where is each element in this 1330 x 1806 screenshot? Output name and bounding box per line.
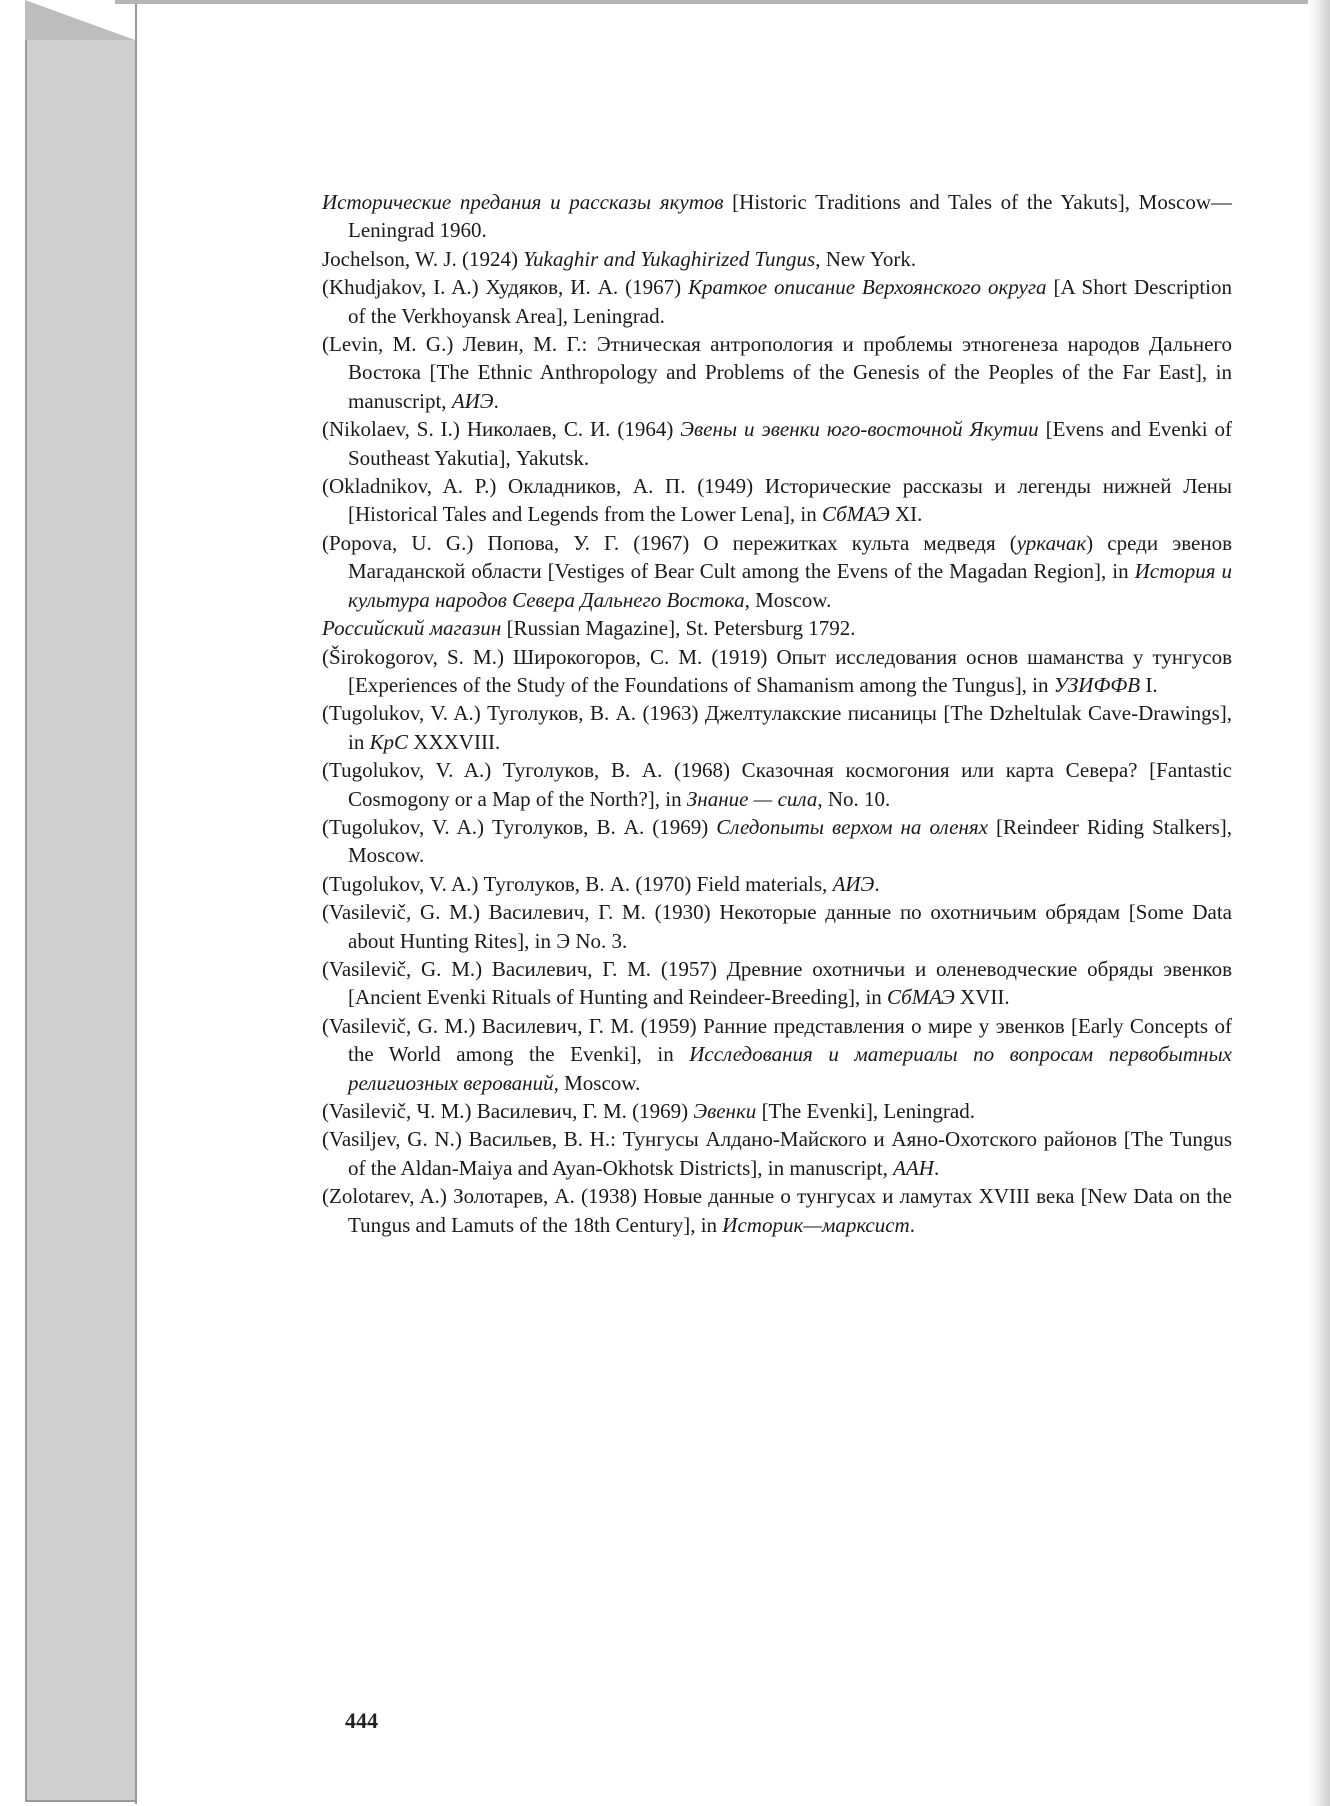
bibliography-entry [322,330,1232,415]
book-spine [25,40,137,1802]
entry-text: (Okladnikov, A. P.) Окладников, А. П. (1949) Исторические рассказы и легенды нижней Лены [Historical Tales and Legends from the Lower Lena], in [322,474,1232,527]
entry-text: [Russian Magazine], St. Petersburg 1792. [501,616,856,641]
entry-text: (Khudjakov, I. A.) Худяков, И. А. (1967) [322,275,689,300]
entry-text: ) среди эвенов Магаданской области [Vestiges of Bear Cult among the Evens of the Magadan Region], in [348,530,1233,584]
bibliography-entry [322,415,1232,472]
bibliography-entry [322,245,1232,273]
entry-title-italic: Эвенки [693,1099,757,1123]
bibliography-entry [322,898,1232,955]
entry-text: , Moscow. [744,587,832,612]
bibliography-entry [322,813,1232,870]
entry-text: Jochelson, W. J. (1924) [322,246,524,271]
entry-text: XXXVIII. [408,729,501,754]
bibliography-entry [322,955,1232,1012]
book-spine-top [25,0,135,40]
entry-title-italic: История и культура народов Севера Дальнего Востока [348,559,1232,612]
entry-text: , Moscow. [553,1070,641,1095]
bibliography-entry [322,756,1232,813]
entry-text: (Vasilevič, G. M.) Василевич, Г. М. (1959) Ранние представления о мире у эвенков [Early Concepts of the World among the Evenki], in [322,1013,1232,1067]
entry-text: (Levin, M. G.) Левин, М. Г.: Этническая антропология и проблемы этногенеза народов Дальнего Востока [The Ethnic Anthropology and Problems of the Genesis of the Peoples of the Far East], in manuscript, [322,332,1232,413]
bibliography-list [322,188,1232,1239]
entry-title-italic: Следопыты верхом на оленях [716,814,988,839]
bibliography-entry [322,1125,1232,1182]
bibliography-entry [322,529,1232,614]
entry-title-italic: СбМАЭ [887,985,955,1010]
entry-title-italic: Российский магазин [322,616,502,641]
bibliography-entry [322,273,1232,330]
book-page-edge [1308,0,1330,1806]
entry-text: . [874,871,880,896]
entry-title-italic: Эвены и эвенки юго-восточной Якутии [680,417,1039,442]
entry-text: (Tugolukov, V. A.) Туголуков, В. А. (1963) Джелтулакские писаницы [The Dzheltulak Cave-Drawings], in [322,701,1232,754]
entry-text: (Popova, U. G.) Попова, У. Г. (1967) О пережитках культа медведя ( [322,530,1017,555]
entry-title-italic: КрС [369,729,409,754]
entry-text: . [909,1212,915,1237]
entry-text: (Zolotarev, A.) Золотарев, А. (1938) Новые данные о тунгусах и ламутах XVIII века [New Data on the Tungus and Lamuts of the 18th Century], in [322,1184,1232,1237]
page-number: 444 [345,1708,378,1733]
bibliography-entry [322,1097,1232,1125]
entry-title-italic: уркачак [1016,530,1087,555]
entry-text: [Reindeer Riding Stalkers], Moscow. [348,814,1232,868]
bibliography-entry [322,699,1232,756]
entry-text: [The Evenki], Leningrad. [756,1099,975,1123]
entry-text: (Vasilevič, G. M.) Василевич, Г. М. (1957) Древние охотничьи и оленеводческие обряды эвенков [Ancient Evenki Rituals of Hunting and Reindeer-Breeding], in [322,956,1232,1010]
entry-text: (Širokogorov, S. M.) Широкогоров, С. М. (1919) Опыт исследования основ шаманства у тунгусов [Experiences of the Study of the Foundations of Shamanism among the Tungus], in [322,644,1232,697]
bibliography-entry [322,188,1232,245]
entry-text: , New York. [815,246,917,271]
bibliography-entry [322,614,1232,642]
entry-title-italic: Исторические предания и рассказы якутов [322,190,724,214]
bibliography-entry [322,1182,1232,1239]
entry-title-italic: АИЭ [451,388,494,413]
entry-text: (Tugolukov, V. A.) Туголуков, В. А. (1969) [322,814,717,839]
entry-text: (Vasiljev, G. N.) Васильев, В. Н.: Тунгусы Алдано-Майского и Аяно-Охотского районов [The Tungus of the Aldan-Maiya and Ayan-Okhotsk Districts], in manuscript, [322,1127,1232,1180]
entry-title-italic: Краткое описание Верхоянского округа [688,275,1047,300]
entry-text: [Evens and Evenki of Southeast Yakutia], Yakutsk. [348,417,1232,470]
entry-title-italic: СбМАЭ [821,502,890,527]
entry-text: (Vasilevič, Ч. M.) Василевич, Г. М. (1969) [322,1099,694,1123]
entry-text: . [933,1155,940,1180]
entry-title-italic: УЗИФФВ [1053,672,1141,697]
bibliography-entry [322,1012,1232,1097]
bibliography-entry [322,870,1232,898]
entry-text: XI. [889,502,923,527]
entry-title-italic: ААН [893,1155,934,1180]
entry-title-italic: Знание — сила [686,786,818,811]
entry-text: (Nikolaev, S. I.) Николаев, С. И. (1964) [322,417,681,442]
entry-title-italic: АИЭ [832,871,875,896]
entry-text: , No. 10. [817,786,891,811]
entry-text: XVII. [954,985,1010,1010]
entry-title-italic: Исследования и материалы по вопросам первобытных религиозных верований [348,1042,1232,1095]
entry-title-italic: Историк—марксист [722,1212,910,1237]
entry-text: [A Short Description of the Verkhoyansk Area], Leningrad. [348,275,1232,328]
entry-title-italic: Yukaghir and Yukaghirized Tungus [523,246,816,271]
entry-text: (Vasilevič, G. M.) Василевич, Г. М. (1930) Некоторые данные по охотничьим обрядам [Some Data about Hunting Rites], in Э No. 3. [322,900,1232,953]
entry-text: . [493,388,499,413]
entry-text: I. [1140,672,1158,697]
entry-text: (Tugolukov, V. A.) Туголуков, В. А. (1970) Field materials, [322,871,833,896]
entry-text: [Historic Traditions and Tales of the Yakuts], Moscow—Leningrad 1960. [348,190,1233,243]
entry-text: (Tugolukov, V. A.) Туголуков, В. А. (1968) Сказочная космогония или карта Севера? [Fantastic Cosmogony or a Map of the North?], in [322,758,1232,811]
bibliography-entry [322,472,1232,529]
bibliography-entry [322,643,1232,700]
